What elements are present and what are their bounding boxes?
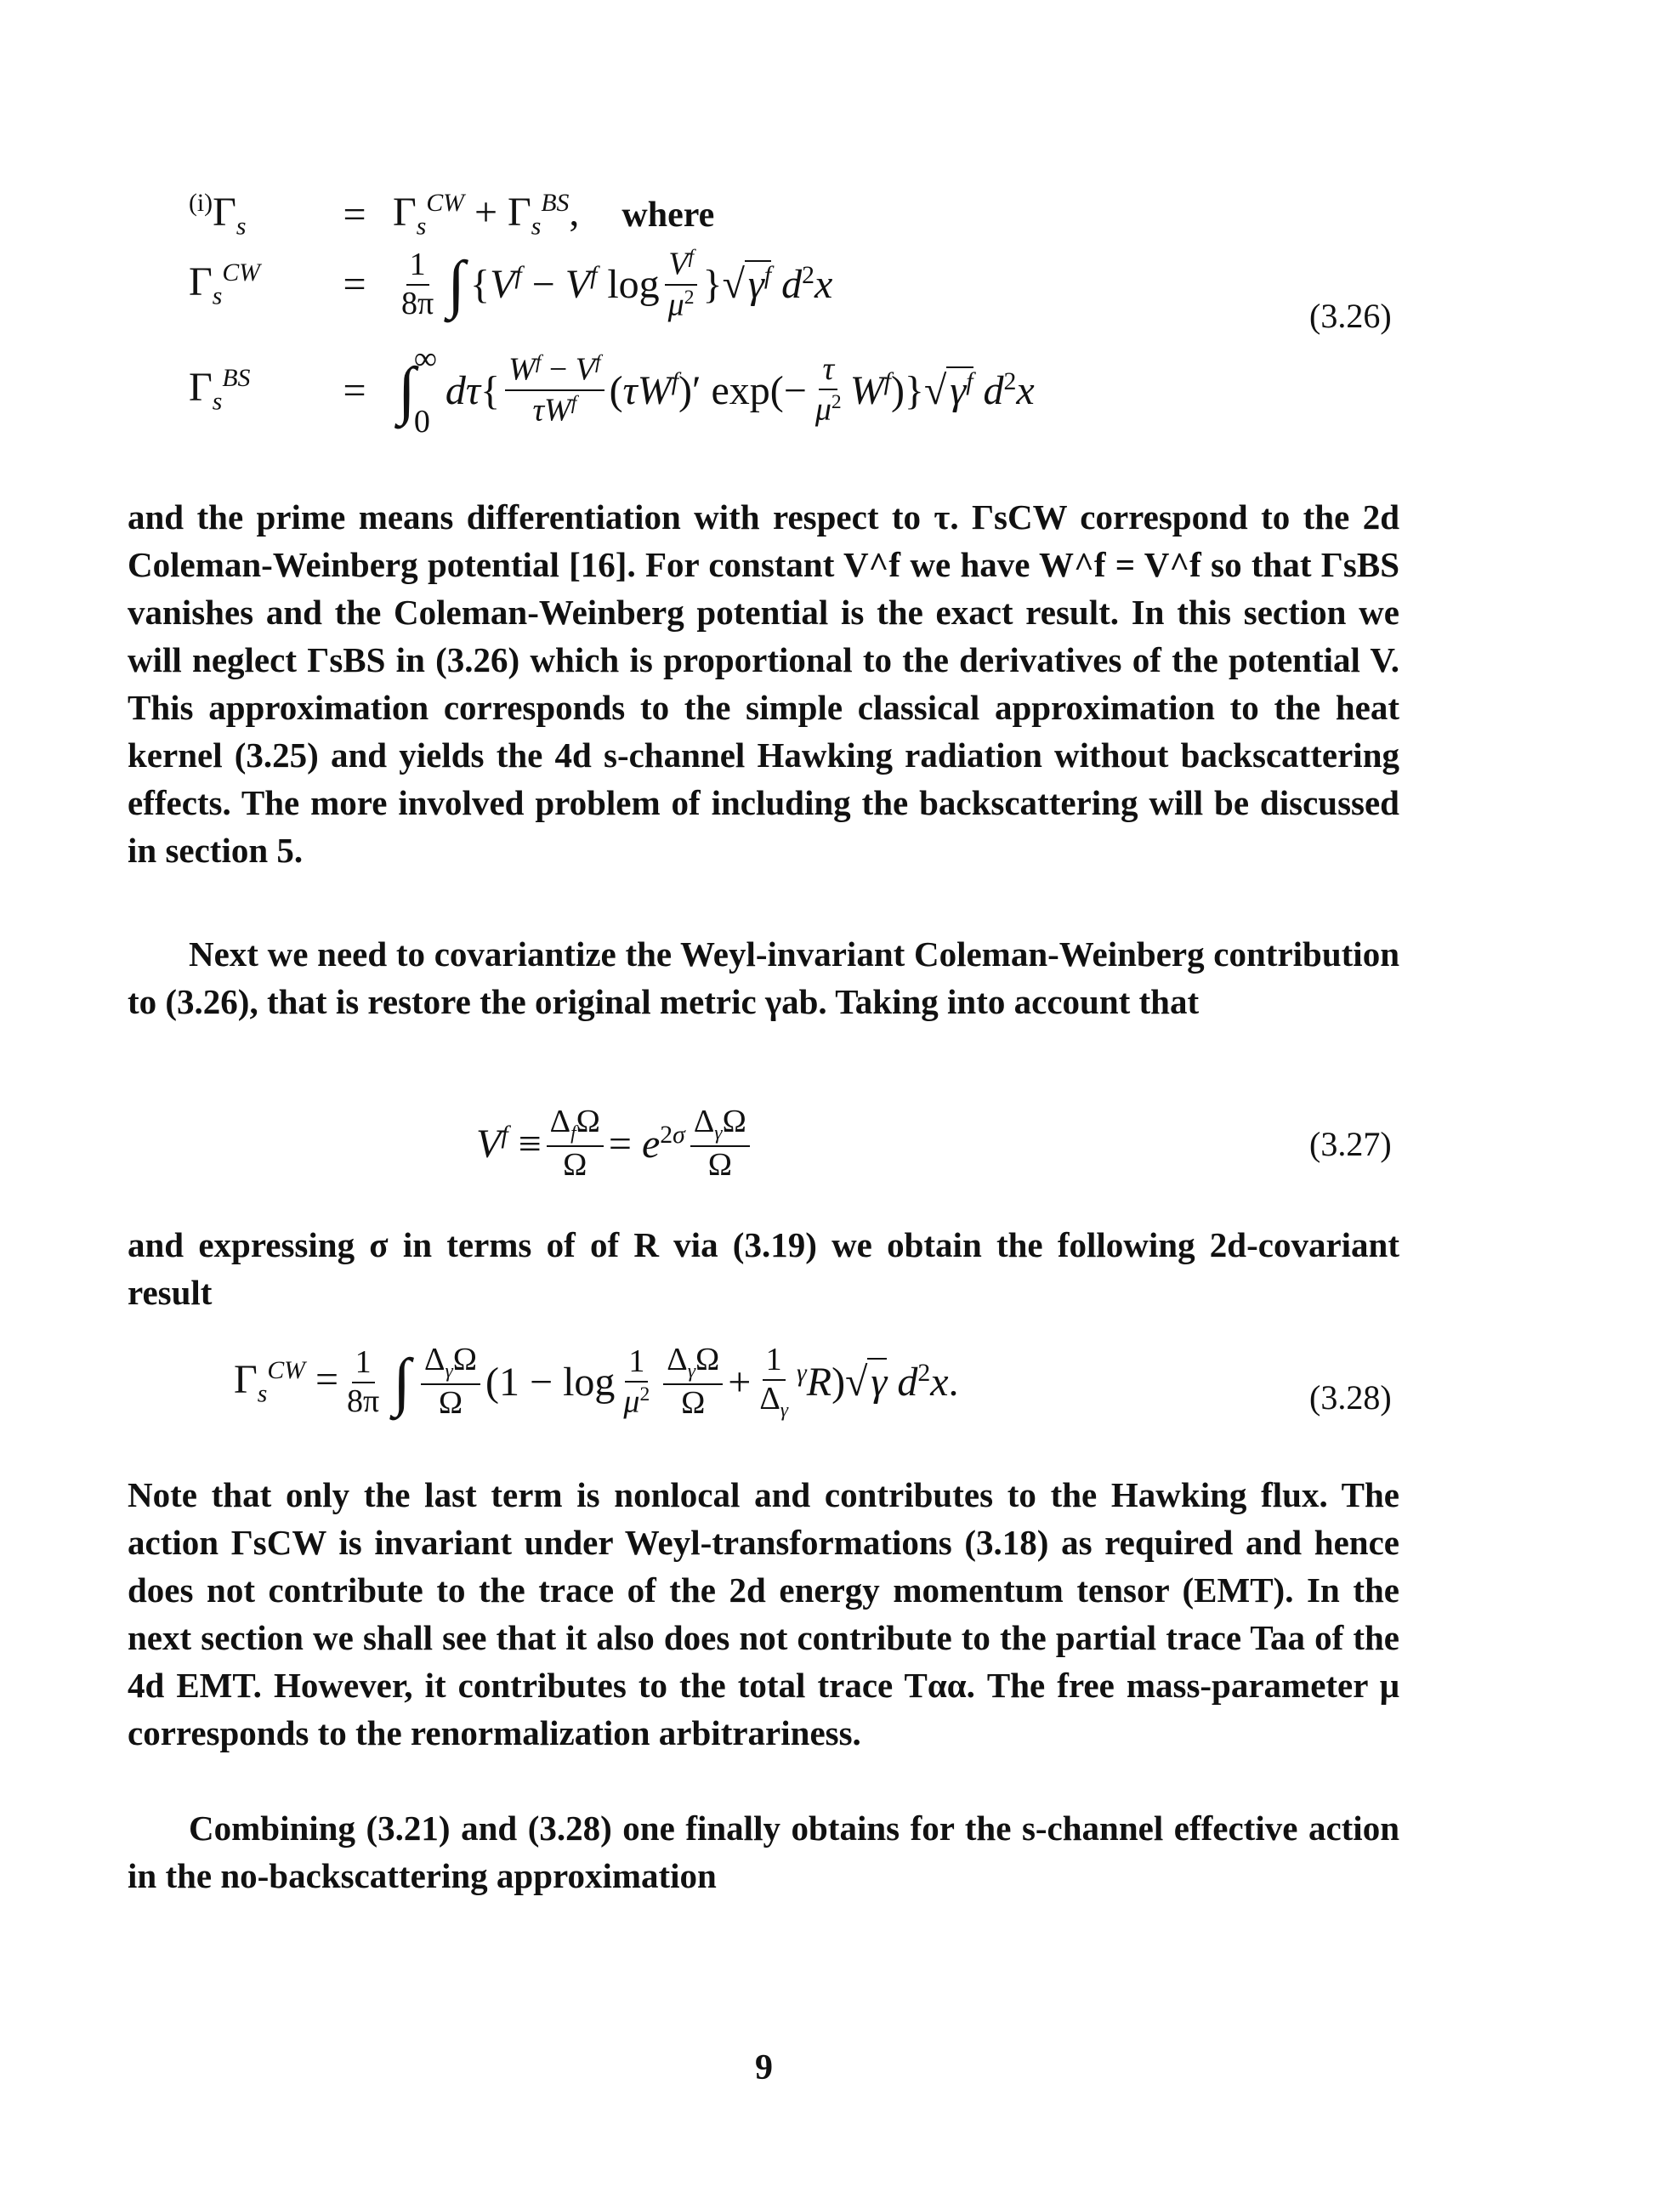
paragraph-3-text: and expressing σ in terms of of R via (3.19) we obtain the following 2d-covariant result [128,1225,1399,1312]
where-label: where [621,195,715,235]
paragraph-1 [128,493,1399,874]
equation-3-26-line-1: $^{(i)}\Gamma_s$ = $\Gamma_s^{CW} + \Gamma_s^{BS}$, where [189,189,715,241]
equation-number-3-26: (3.26) [1309,297,1392,335]
paragraph-2 [128,930,1399,1025]
paragraph-3 [128,1221,1399,1316]
equation-number-3-27: (3.27) [1309,1125,1392,1163]
equation-3-26-line-2: $\Gamma_s^{CW}$ = $\frac{1}{8\pi}$ ∫ {$V^f - V^f$ log $\frac{V^f}{\mu^2}$ }$√\gamma^f$ $d^2x$ [189,246,833,323]
paragraph-5-text: Combining (3.21) and (3.28) one finally obtains for the s-channel effective action in the no-backscattering approximation [128,1809,1399,1895]
paragraph-1-text: and the prime means differentiation with respect to τ. ΓsCW correspond to the 2d Coleman-Weinberg potential [16]. For constant V^f we have W^f = V^f so that ΓsBS vanishes and the Coleman-Weinberg potential is the exact result. In this section we will neglect ΓsBS in (3.26) which is proportional to the derivatives of the potential V. This approximation corresponds to the simple classical approximation to the heat kernel (3.25) and yields the 4d s-channel Hawking radiation without backscattering effects. The more involved problem of including the backscattering will be discussed in section 5. [128,497,1399,870]
paragraph-4 [128,1471,1399,1757]
eq-326-line1-lhs [0,0,1,1]
equation-3-26-line-3: $\Gamma_s^{BS}$ = ∫ ∞ 0 dτ{ $\frac{W^f - V^f}{\tau W^f}$ $(\tau W^f)'$ exp(− $\frac{\tau}{\mu^2}$ $W^f)\}√\gamma^f$ $d^2x$ [189,341,1035,440]
equation-3-27: $V^f$ ≡ $\frac{\Delta_f\Omega}{\Omega}$ = $e^{2\sigma}$ $\frac{\Delta_\gamma\Omega}{\Omega}$ [476,1105,755,1183]
equation-number-3-28: (3.28) [1309,1378,1392,1417]
paragraph-4-text: Note that only the last term is nonlocal and contributes to the Hawking flux. The action ΓsCW is invariant under Weyl-transformations (3.18) as required and hence does not contribute to the trace of the 2d energy momentum tensor (EMT). In the next section we shall see that it also does not contribute to the partial trace Taa of the 4d EMT. However, it contributes to the total trace Tαα. The free mass-parameter μ corresponds to the renormalization arbitrariness. [128,1475,1399,1752]
paragraph-2-text: Next we need to covariantize the Weyl-invariant Coleman-Weinberg contribution to (3.26), that is restore the original metric γab. Taking into account that [128,934,1399,1021]
equation-3-28: $\Gamma_s^{CW}$ = $\frac{1}{8\pi}$ ∫ $\frac{\Delta_\gamma\Omega}{\Omega}$ (1 − log $\frac{1}{\mu^2}$ $\frac{\Delta_\gamma\Omega}{\Omega}$ + $\frac{1}{\Delta_\gamma}$ $^\gamma$R)√γ $d^2x$. [234,1342,959,1422]
page-number: 9 [755,2048,773,2087]
paragraph-5 [128,1804,1399,1900]
